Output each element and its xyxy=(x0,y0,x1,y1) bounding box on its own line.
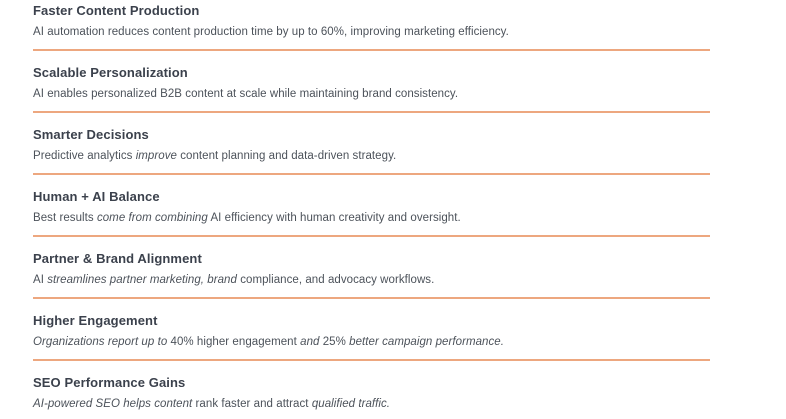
section-description: Predictive analytics improve content planning and data-driven strategy. xyxy=(33,150,397,162)
section-title: Smarter Decisions xyxy=(33,127,149,142)
section-title: Higher Engagement xyxy=(33,313,158,328)
section-description: AI automation reduces content production time by up to 60%, improving marketing efficiency. xyxy=(33,26,509,38)
section-seo-performance-gains xyxy=(33,375,710,411)
section-description: Organizations report up to 40% higher engagement and 25% better campaign performance. xyxy=(33,336,504,348)
section-divider xyxy=(33,49,710,51)
section-higher-engagement xyxy=(33,313,710,361)
section-divider xyxy=(33,235,710,237)
section-title: SEO Performance Gains xyxy=(33,375,186,390)
section-description: AI streamlines partner marketing, brand compliance, and advocacy workflows. xyxy=(33,274,435,286)
section-smarter-decisions xyxy=(33,127,710,175)
section-description: AI-powered SEO helps content rank faster and attract qualified traffic. xyxy=(33,398,391,410)
section-title: Human + AI Balance xyxy=(33,189,160,204)
section-divider xyxy=(33,297,710,299)
section-description: AI enables personalized B2B content at scale while maintaining brand consistency. xyxy=(33,88,459,100)
section-description: Best results come from combining AI efficiency with human creativity and oversight. xyxy=(33,212,461,224)
section-title: Partner & Brand Alignment xyxy=(33,251,202,266)
section-human-ai-balance xyxy=(33,189,710,237)
section-partner-brand-alignment xyxy=(33,251,710,299)
section-faster-content-production xyxy=(33,3,710,51)
section-divider xyxy=(33,173,710,175)
section-divider xyxy=(33,359,710,361)
section-title: Scalable Personalization xyxy=(33,65,188,80)
section-title: Faster Content Production xyxy=(33,3,200,18)
section-scalable-personalization xyxy=(33,65,710,113)
section-divider xyxy=(33,111,710,113)
